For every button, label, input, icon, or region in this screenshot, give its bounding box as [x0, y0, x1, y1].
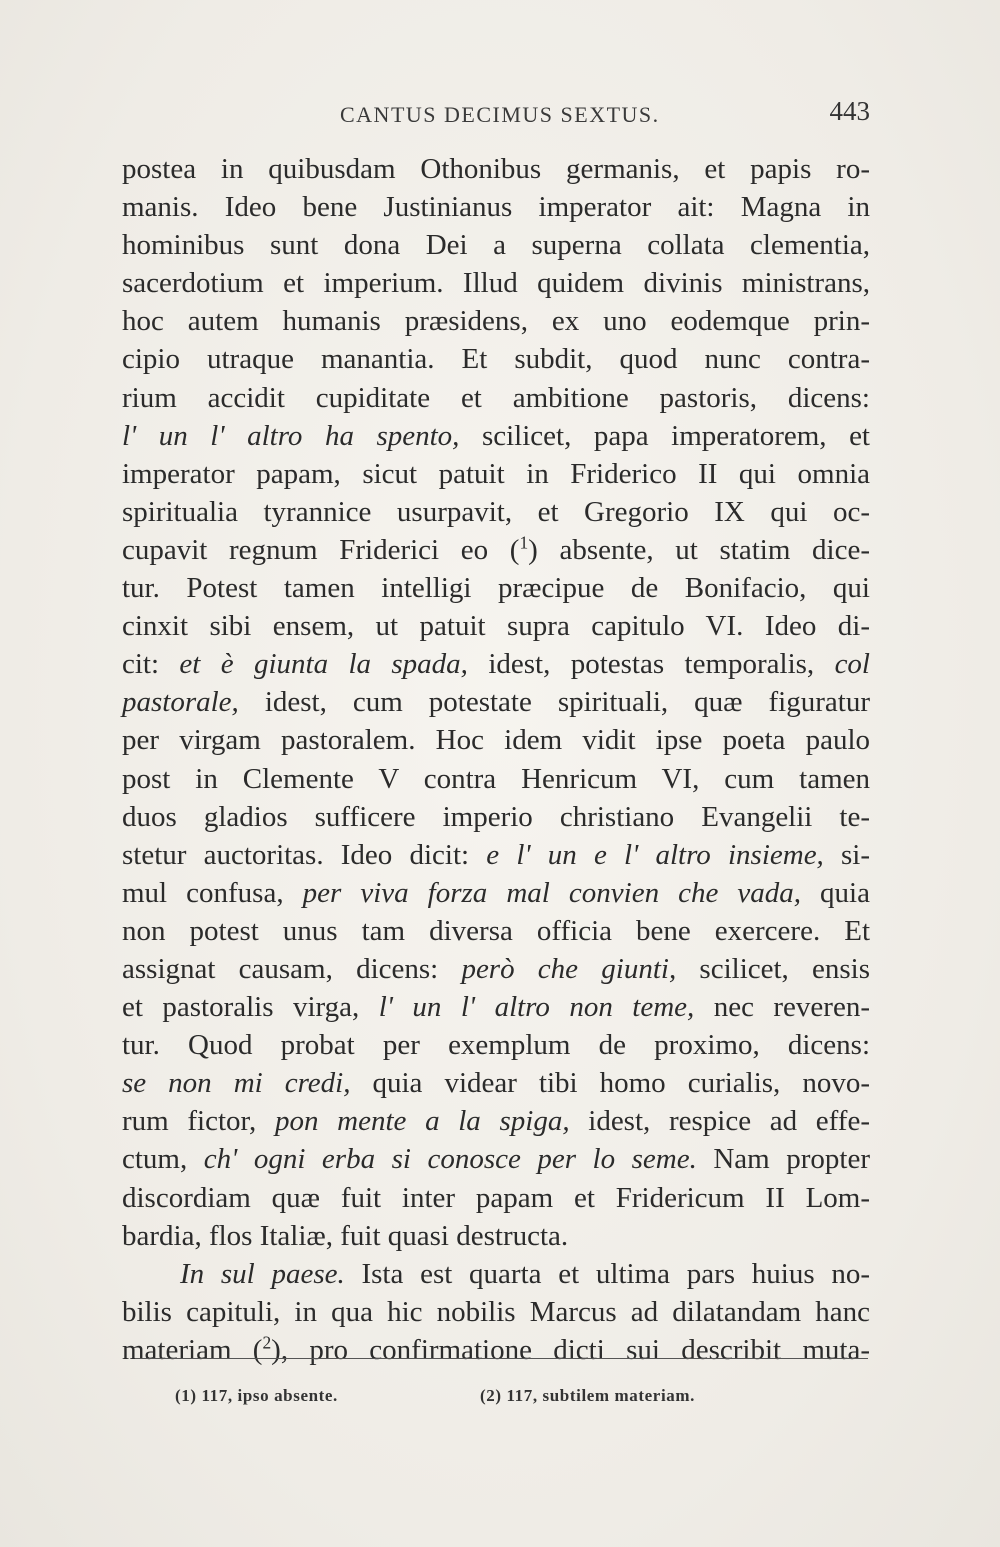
- text-line: [122, 417, 870, 455]
- text-line: post in Clemente V contra Henricum VI, cum tamen: [122, 762, 870, 795]
- footnote-rule: [135, 1358, 868, 1359]
- dante-quote: col: [834, 648, 870, 681]
- text-line: imperator papam, sicut patuit in Friderico II qui omnia: [122, 457, 870, 490]
- body-text: [122, 150, 870, 1369]
- text-line: [122, 988, 870, 1026]
- dante-quote: l' un l' altro non teme,: [378, 991, 695, 1024]
- running-head: [122, 96, 870, 136]
- dante-quote: pastorale,: [122, 686, 239, 719]
- footnote-mark: (1): [175, 1386, 197, 1405]
- text-line: cipio utraque manantia. Et subdit, quod nunc contra-: [122, 343, 870, 376]
- text-line: postea in quibusdam Othonibus germanis, et papis ro-: [122, 153, 870, 185]
- dante-quote: ch' ogni erba si conosce per lo seme.: [203, 1143, 697, 1176]
- dante-quote: per viva forza mal convien che vada,: [302, 876, 802, 909]
- dante-quote: però che giunti,: [461, 952, 677, 985]
- footnote-text: 117, ipso absente.: [196, 1386, 338, 1405]
- footnotes: [175, 1386, 835, 1416]
- footnote-ref: 2: [262, 1332, 272, 1353]
- text-fragment: Nam propter: [696, 1143, 870, 1176]
- text-line: bilis capituli, in qua hic nobilis Marcus ad dilatandam hanc: [122, 1295, 870, 1328]
- text-fragment: mul confusa,: [122, 876, 303, 909]
- text-line: rium accidit cupiditate et ambitione pastoris, dicens:: [122, 381, 870, 414]
- text-fragment: cupavit regnum Friderici eo (: [122, 533, 520, 566]
- dante-quote: In sul paese.: [180, 1257, 345, 1290]
- text-line: hominibus sunt dona Dei a superna collata clementia,: [122, 229, 870, 262]
- running-title: CANTUS DECIMUS SEXTUS.: [340, 102, 660, 127]
- text-line: [122, 645, 870, 683]
- footnote-2: [480, 1386, 695, 1406]
- text-fragment: idest, potestas temporalis,: [467, 648, 835, 681]
- dante-quote: se non mi credi,: [122, 1067, 351, 1100]
- text-line: cinxit sibi ensem, ut patuit supra capitulo VI. Ideo di-: [122, 610, 870, 643]
- text-line: [122, 874, 870, 912]
- text-line: [122, 1331, 870, 1369]
- text-fragment: scilicet, papa imperatorem, et: [459, 419, 870, 452]
- text-fragment: assignat causam, dicens:: [122, 952, 462, 985]
- text-fragment: et pastoralis virga,: [122, 991, 379, 1024]
- dante-quote: et è giunta la spada,: [179, 648, 468, 681]
- text-line: bardia, flos Italiæ, fuit quasi destructa.: [122, 1219, 569, 1252]
- text-fragment: ), pro confirmatione dicti sui describit muta-: [271, 1333, 870, 1366]
- text-line: [122, 950, 870, 988]
- text-fragment: quia videar tibi homo curialis, novo-: [350, 1067, 870, 1100]
- text-fragment: cit:: [122, 648, 180, 681]
- text-fragment: idest, cum potestate spirituali, quæ figuratur: [238, 686, 870, 719]
- text-line: [122, 683, 870, 721]
- dante-quote: e l' un e l' altro insieme,: [486, 838, 824, 871]
- page-number: 443: [829, 96, 870, 126]
- text-fragment: idest, respice ad effe-: [569, 1105, 870, 1138]
- footnote-1: [175, 1386, 338, 1406]
- text-fragment: rum fictor,: [122, 1105, 275, 1138]
- dante-quote: pon mente a la spiga,: [274, 1105, 570, 1138]
- text-line: non potest unus tam diversa officia bene exercere. Et: [122, 914, 870, 947]
- text-line: duos gladios sufficere imperio christiano Evangelii te-: [122, 800, 870, 833]
- text-line: tur. Quod probat per exemplum de proximo, dicens:: [122, 1029, 870, 1062]
- text-line: hoc autem humanis præsidens, ex uno eodemque prin-: [122, 305, 870, 338]
- text-fragment: stetur auctoritas. Ideo dicit:: [122, 838, 487, 871]
- text-fragment: scilicet, ensis: [676, 952, 871, 985]
- text-line: [122, 1102, 870, 1140]
- text-fragment: materiam (: [122, 1333, 263, 1366]
- text-line: discordiam quæ fuit inter papam et Fridericum II Lom-: [122, 1181, 870, 1214]
- text-line: [122, 836, 870, 874]
- text-fragment: si-: [823, 838, 870, 871]
- text-fragment: Ista est quarta et ultima pars huius no-: [344, 1257, 870, 1290]
- text-line: [122, 1064, 870, 1102]
- dante-quote: l' un l' altro ha spento,: [122, 419, 460, 452]
- text-line: tur. Potest tamen intelligi præcipue de Bonifacio, qui: [122, 572, 870, 605]
- text-fragment: nec reveren-: [694, 991, 870, 1024]
- text-line: per virgam pastoralem. Hoc idem vidit ipse poeta paulo: [122, 724, 870, 757]
- text-fragment: ) absente, ut statim dice-: [528, 533, 870, 566]
- text-line: sacerdotium et imperium. Illud quidem divinis ministrans,: [122, 267, 870, 300]
- text-fragment: ctum,: [122, 1143, 204, 1176]
- text-line: [122, 531, 870, 569]
- footnote-mark: (2): [480, 1386, 502, 1405]
- text-fragment: quia: [801, 876, 870, 909]
- text-line: spiritualia tyrannice usurpavit, et Gregorio IX qui oc-: [122, 495, 870, 528]
- text-line: manis. Ideo bene Justinianus imperator ait: Magna in: [122, 191, 870, 224]
- text-line: [122, 1140, 870, 1178]
- footnote-text: 117, subtilem materiam.: [501, 1386, 695, 1405]
- text-line: [122, 1255, 870, 1293]
- footnote-ref: 1: [519, 532, 529, 553]
